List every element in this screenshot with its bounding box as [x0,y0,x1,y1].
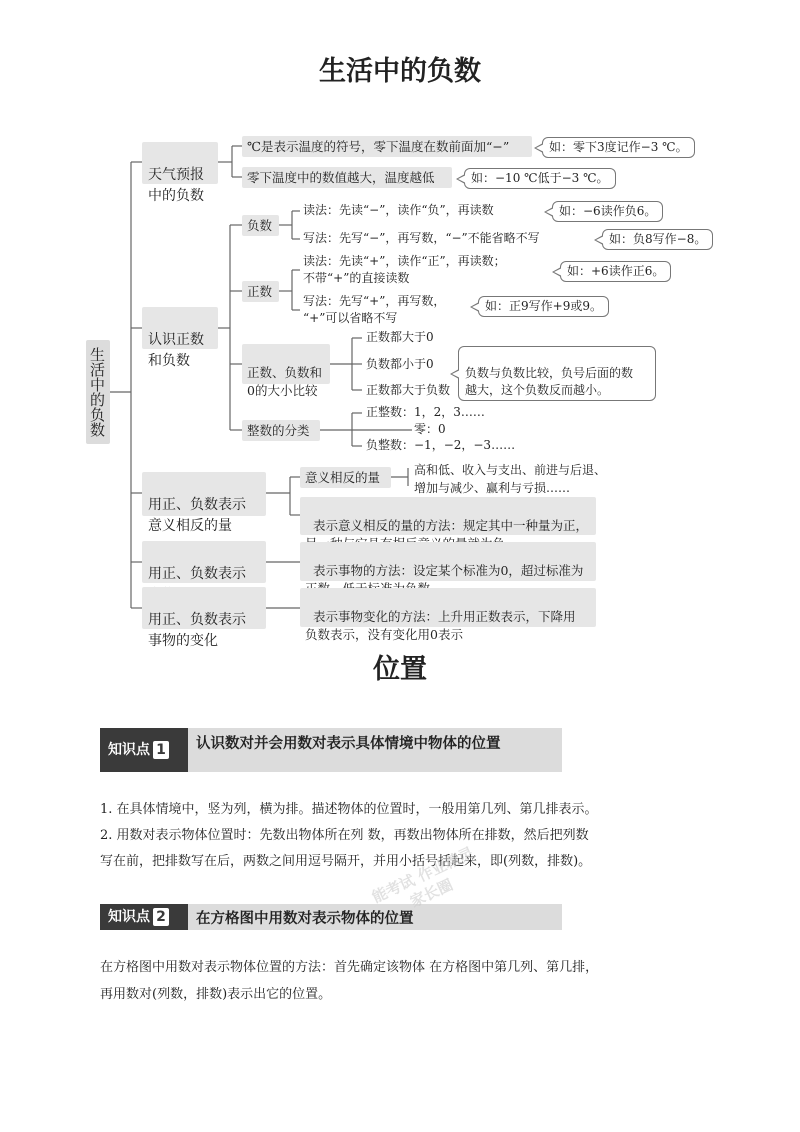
node-bijiao [242,344,330,398]
xiangfan-yiyi [300,467,391,488]
tianqi-item-1 [242,136,532,157]
tianqi-callout-1 [542,137,695,158]
xiangfan-fangfa-text: 表示意义相反的量的方法：规定其中一种量为正， [312,518,588,533]
shiwu-desc-text: 表示事物的方法：设定某个标准为0，超过标准为 [312,563,584,578]
mindmap-root [86,340,110,444]
kp1-tag-label: 知识点 [108,742,150,758]
bijiao-c: 正数都大于负数 [366,383,451,397]
kp2-number: 2 [153,908,169,926]
stamp-watermark-text: 能考试 作业精灵 家长圈 [369,843,477,911]
tianqi-item-1-text: ℃是表示温度的符号，零下温度在数前面加“−” [247,139,510,154]
section-title-weizhi: 位置 [373,654,427,685]
node-fenlei [242,420,320,441]
kp1-number: 1 [153,741,169,759]
tianqi-item-2-text: 零下温度中的数值越大，温度越低 [247,170,435,185]
tianqi-item-2 [242,167,452,188]
xiangfan-fangfa [300,497,596,535]
bijiao-callout [458,346,656,401]
kp1-paragraph-2: 2. 用数对表示物体位置时：先数出物体所在列 数，再数出物体所在排数，然后把列数 [100,828,589,843]
node-bianhua [142,587,266,649]
node-xiangfan-label: 用正、负数表示 意义相反的量 [148,497,246,534]
node-bijiao-label: 正数、负数和 0的大小比较 [247,365,323,398]
node-tianqi-label: 天气预报 中的负数 [148,167,204,204]
page-title: 生活中的负数 [319,56,481,87]
kp1-header [100,728,562,772]
fushu-xie: 写法：先写“−”，再写数，“−”不能省略不写 [303,231,540,245]
xiangfan-yiyi-desc: 高和低、收入与支出、前进与后退、 增加与减少、赢利与亏损…… [414,463,607,495]
kp1-title: 认识数对并会用数对表示具体情境中物体的位置 [196,736,501,752]
zhengshu-du-callout [560,261,671,282]
kp1-paragraph-3: 写在前，把排数写在后，两数之间用逗号隔开，并用小括号括起来，即(列数，排数)。 [100,854,592,869]
tianqi-callout-2 [464,168,616,189]
kp2-paragraph-1: 在方格图中用数对表示物体位置的方法：首先确定该物体 在方格图中第几列、第几排， [100,960,599,975]
fushu-xie-callout-text: 如：负8写作−8。 [609,232,707,246]
node-renshi [142,307,218,369]
node-fushu [242,215,279,236]
node-fushu-label: 负数 [247,218,273,233]
zhengshu-du-callout-text: 如：+6读作正6。 [567,264,665,278]
node-bianhua-label: 用正、负数表示 事物的变化 [148,612,246,649]
node-shiwu [142,541,266,583]
bianhua-desc [300,588,596,642]
tianqi-callout-1-text: 如：零下3度记作−3 ℃。 [549,140,688,154]
xiangfan-yiyi-label: 意义相反的量 [305,470,381,485]
kp2-title: 在方格图中用数对表示物体的位置 [196,911,414,927]
fenlei-b: 零：0 [414,422,446,436]
kp1-paragraph-1: 1. 在具体情境中，竖为列，横为排。描述物体的位置时，一般用第几列、第几排表示。 [100,802,598,817]
bijiao-a: 正数都大于0 [366,330,434,344]
fenlei-a: 正整数：1，2，3…… [366,405,485,419]
node-zhengshu-label: 正数 [247,284,273,299]
fushu-du-callout-text: 如：−6读作负6。 [559,204,657,218]
shiwu-desc [300,542,596,581]
zhengshu-xie-callout [478,296,609,317]
tianqi-callout-2-text: 如：−10 ℃低于−3 ℃。 [471,171,609,185]
kp2-paragraph-2: 再用数对(列数，排数)表示出它的位置。 [100,987,332,1002]
zhengshu-du: 读法：先读“+”，读作“正”，再读数； 不带“+”的直接读数 [303,254,506,285]
fushu-xie-callout [602,229,713,250]
bianhua-desc-text: 表示事物变化的方法：上升用正数表示，下降用 负数表示，没有变化用0表示 [305,609,576,642]
node-zhengshu [242,281,279,302]
node-tianqi [142,142,218,204]
node-shiwu-label: 用正、负数表示 [148,566,246,582]
node-fenlei-label: 整数的分类 [247,423,310,438]
bijiao-b: 负数都小于0 [366,357,434,371]
kp1-tag [100,728,188,772]
zhengshu-xie: 写法：先写“+”，再写数， “+”可以省略不写 [303,294,446,325]
kp2-tag [100,904,188,930]
zhengshu-xie-callout-text: 如：正9写作+9或9。 [485,299,602,313]
fushu-du: 读法：先读“−”，读作“负”，再读数 [303,203,494,217]
kp2-tag-label: 知识点 [108,909,150,925]
node-xiangfan [142,472,266,534]
node-renshi-label: 认识正数 和负数 [148,332,204,369]
bijiao-callout-text: 负数与负数比较，负号后面的数 越大，这个负数反而越小。 [465,366,634,397]
fushu-du-callout [552,201,663,222]
root-label: 生活中的负数 [88,347,106,437]
fenlei-c: 负整数：−1，−2，−3…… [366,438,516,452]
